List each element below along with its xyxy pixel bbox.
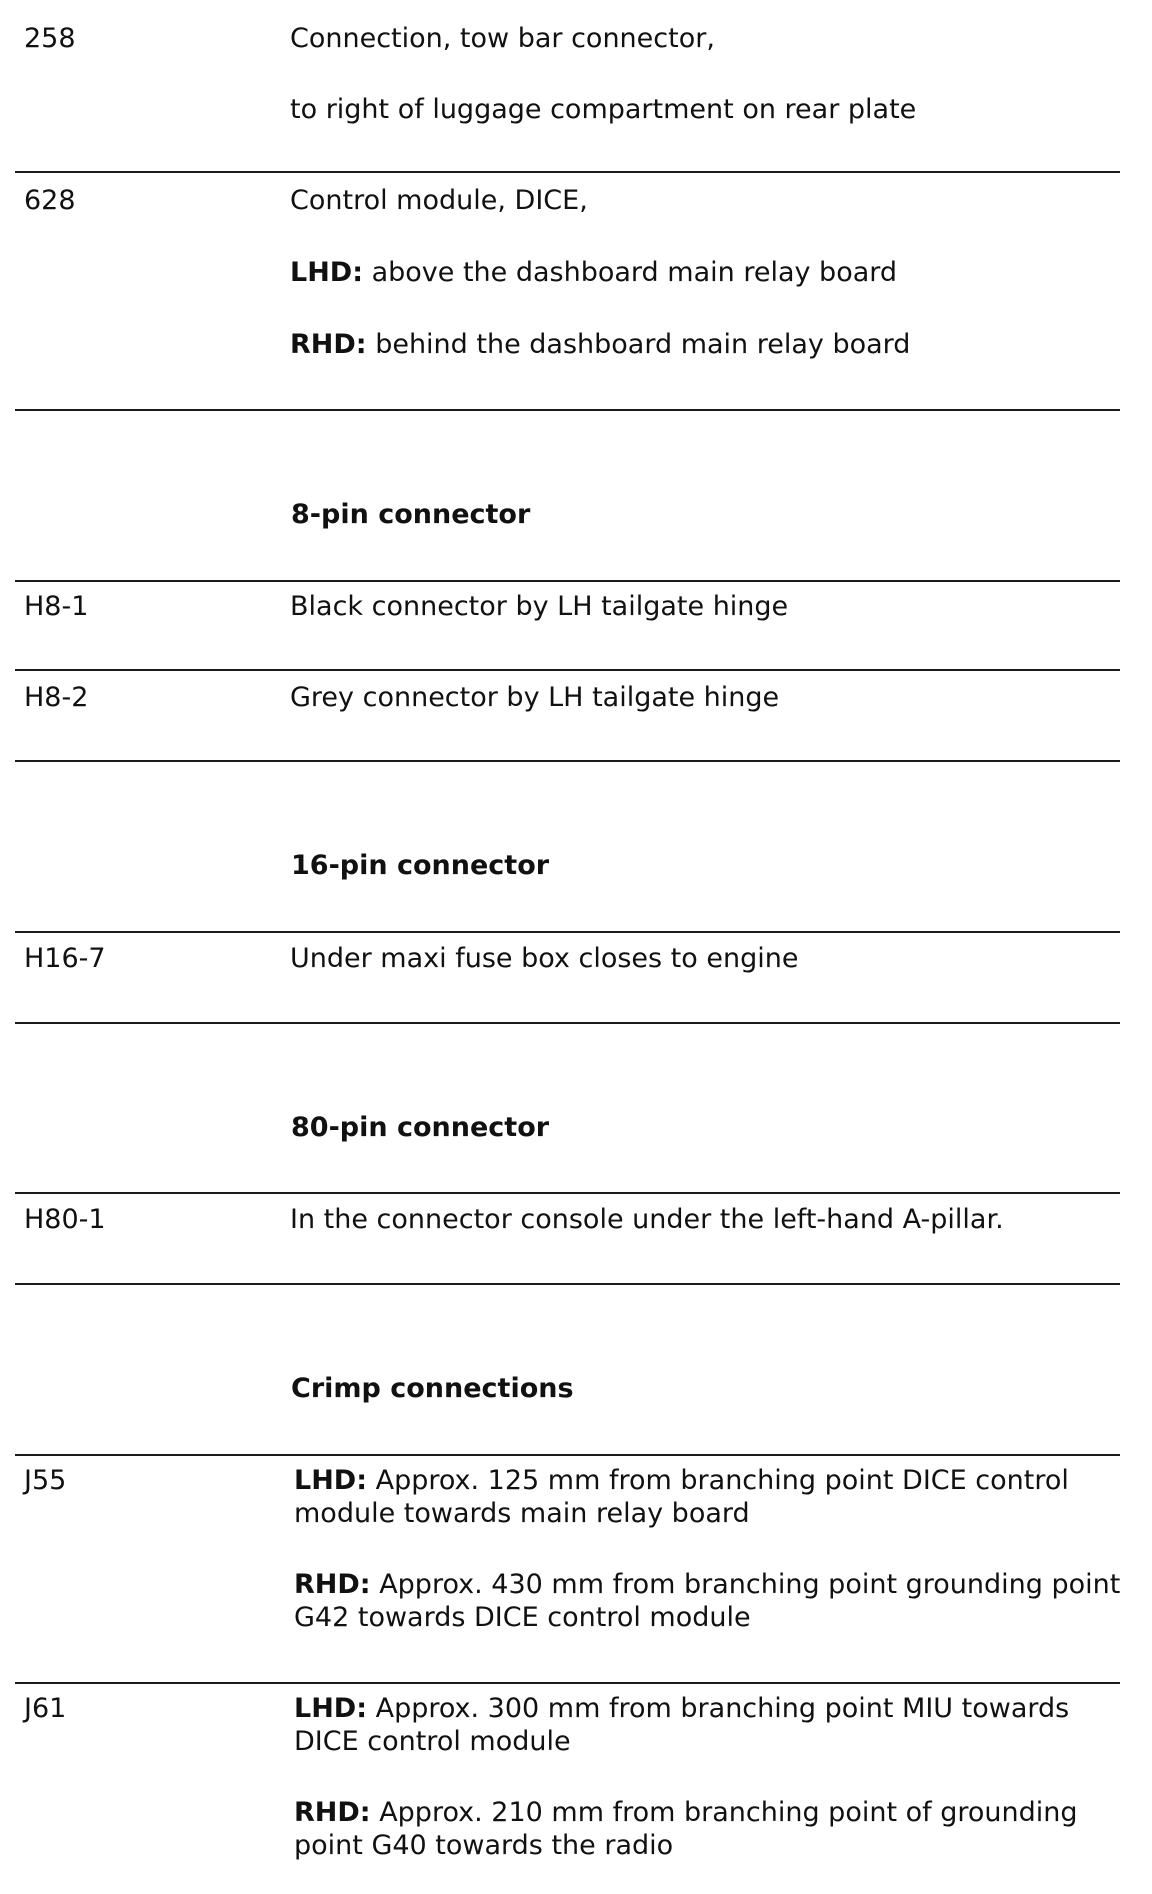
lhd-text: Approx. 125 mm from branching point DICE control module towards main relay board	[294, 1465, 1069, 1529]
connector-code: H8-1	[24, 591, 89, 622]
section-heading-8-pin: 8-pin connector	[291, 499, 531, 530]
rhd-label: RHD:	[290, 329, 367, 360]
rhd-location	[294, 1796, 1124, 1862]
table-divider	[15, 760, 1120, 762]
table-divider	[15, 580, 1120, 582]
lhd-text: above the dashboard main relay board	[363, 257, 898, 288]
component-description: Control module, DICE,	[290, 185, 588, 216]
component-code: 258	[24, 23, 76, 54]
component-description: Connection, tow bar connector,	[290, 23, 715, 54]
lhd-text: Approx. 300 mm from branching point MIU towards DICE control module	[294, 1693, 1070, 1757]
table-divider	[15, 669, 1120, 671]
section-heading-16-pin: 16-pin connector	[291, 850, 550, 881]
component-code: 628	[24, 185, 76, 216]
table-divider	[15, 1283, 1120, 1285]
rhd-text: Approx. 210 mm from branching point of grounding point G40 towards the radio	[294, 1797, 1078, 1861]
table-divider	[15, 1022, 1120, 1024]
connector-description: Black connector by LH tailgate hinge	[290, 591, 789, 622]
table-divider	[15, 1192, 1120, 1194]
lhd-label: LHD:	[294, 1693, 368, 1724]
crimp-code: J61	[24, 1693, 67, 1724]
rhd-text: Approx. 430 mm from branching point grounding point G42 towards DICE control module	[294, 1569, 1121, 1633]
lhd-label: LHD:	[290, 257, 364, 288]
connector-description: In the connector console under the left-hand A-pillar.	[290, 1204, 1004, 1235]
table-divider	[15, 1454, 1120, 1456]
table-divider	[15, 931, 1120, 933]
rhd-label: RHD:	[294, 1797, 371, 1828]
crimp-code: J55	[24, 1465, 67, 1496]
connector-description: Under maxi fuse box closes to engine	[290, 943, 799, 974]
lhd-label: LHD:	[294, 1465, 368, 1496]
component-description-line: to right of luggage compartment on rear plate	[290, 94, 917, 125]
table-divider	[15, 1682, 1120, 1684]
connector-code: H16-7	[24, 943, 106, 974]
section-heading-crimp: Crimp connections	[291, 1373, 574, 1404]
rhd-label: RHD:	[294, 1569, 371, 1600]
connector-code: H8-2	[24, 682, 89, 713]
connector-description: Grey connector by LH tailgate hinge	[290, 682, 780, 713]
lhd-location	[294, 1464, 1124, 1530]
rhd-location	[290, 328, 910, 362]
rhd-location	[294, 1568, 1124, 1634]
section-heading-80-pin: 80-pin connector	[291, 1112, 550, 1143]
table-divider	[15, 171, 1120, 173]
rhd-text: behind the dashboard main relay board	[366, 329, 911, 360]
connector-code: H80-1	[24, 1204, 106, 1235]
lhd-location	[294, 1692, 1124, 1758]
lhd-location	[290, 256, 897, 290]
table-divider	[15, 409, 1120, 411]
